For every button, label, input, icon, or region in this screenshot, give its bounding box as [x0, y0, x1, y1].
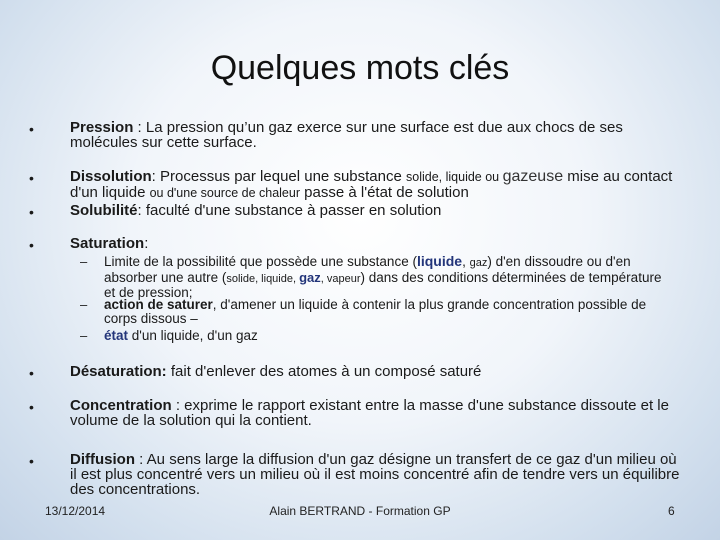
sub1-states: solide, liquide, — [226, 272, 300, 285]
desaturation-text — [70, 364, 680, 379]
dash-marker: – — [80, 297, 88, 312]
sub1-part: , — [462, 254, 470, 269]
sub1-liquide: liquide — [416, 253, 463, 269]
concentration-text — [70, 398, 680, 428]
sub1-part: Limite de la possibilité que possède une substance ( — [104, 254, 417, 269]
slide-title: Quelques mots clés — [210, 49, 510, 87]
saturation-sub-2-text — [104, 298, 674, 325]
sub1-part: ) dans des conditions déterminées de température et de pression; — [104, 269, 662, 300]
bullet-marker: • — [29, 453, 34, 469]
saturation-sub-3-text — [104, 329, 674, 343]
footer-date: 13/12/2014 — [45, 504, 106, 518]
dissolution-part: mise au contact d'un liquide — [70, 168, 673, 201]
saturation-text — [70, 236, 680, 251]
saturation-sub-1-text — [104, 255, 674, 300]
bullet-marker: • — [29, 365, 34, 381]
bullet-marker: • — [29, 399, 34, 415]
sub1-gaz-bold: gaz — [299, 269, 321, 285]
dissolution-gazeuse: gazeuse — [502, 168, 564, 185]
sub2-definition: , d'amener un liquide à contenir la plus grande concentration possible de corps dissous – — [104, 297, 647, 326]
term-concentration: Concentration — [70, 397, 172, 414]
desaturation-definition: fait d'enlever des atomes à un composé saturé — [166, 363, 482, 380]
bullet-marker: • — [29, 121, 34, 137]
sub1-gaz: gaz — [469, 257, 488, 269]
concentration-definition: : exprime le rapport existant entre la masse d'une substance dissoute et le volume de la solution qui la contient. — [70, 397, 669, 429]
term-action-de-saturer: action de saturer — [104, 297, 213, 312]
saturation-colon: : — [144, 235, 149, 252]
sub1-vapeur: , vapeur — [320, 272, 361, 285]
bullet-marker: • — [29, 237, 34, 253]
dissolution-text — [70, 169, 680, 201]
footer-page-number: 6 — [668, 504, 675, 518]
dash-marker: – — [80, 328, 88, 343]
solubilite-text — [70, 203, 680, 218]
dash-marker: – — [80, 254, 88, 269]
term-diffusion: Diffusion — [70, 451, 135, 468]
dissolution-heat: ou d'une source de chaleur — [149, 186, 301, 200]
footer-author: Alain BERTRAND - Formation GP — [269, 504, 451, 518]
term-saturation: Saturation — [70, 235, 145, 252]
pression-text — [70, 120, 680, 150]
diffusion-definition: : Au sens large la diffusion d'un gaz désigne un transfert de ce gaz d'un milieu où il est plus concentré vers un milieu où il est moins concentré afin de tendre vers un équilibre des concentrations. — [70, 451, 680, 498]
term-pression: Pression — [70, 119, 134, 136]
solubilite-definition: : faculté d'une substance à passer en solution — [137, 202, 442, 219]
bullet-marker: • — [29, 204, 34, 220]
dissolution-part: : Processus par lequel une substance — [151, 168, 406, 185]
bullet-marker: • — [29, 170, 34, 186]
term-desaturation: Désaturation: — [70, 363, 167, 380]
dissolution-states: solide, liquide ou — [406, 170, 503, 184]
pression-definition: : La pression qu’un gaz exerce sur une surface est due aux chocs de ses molécules sur cette surface. — [70, 119, 623, 151]
dissolution-part: passe à l'état de solution — [300, 184, 469, 201]
sub1-part: ) d'en dissoudre ou d'en absorber une autre ( — [104, 254, 631, 285]
sub3-definition: d'un liquide, d'un gaz — [128, 328, 258, 343]
term-etat: état — [104, 328, 129, 343]
term-dissolution: Dissolution — [70, 168, 152, 185]
diffusion-text — [70, 452, 680, 497]
term-solubilite: Solubilité — [70, 202, 138, 219]
